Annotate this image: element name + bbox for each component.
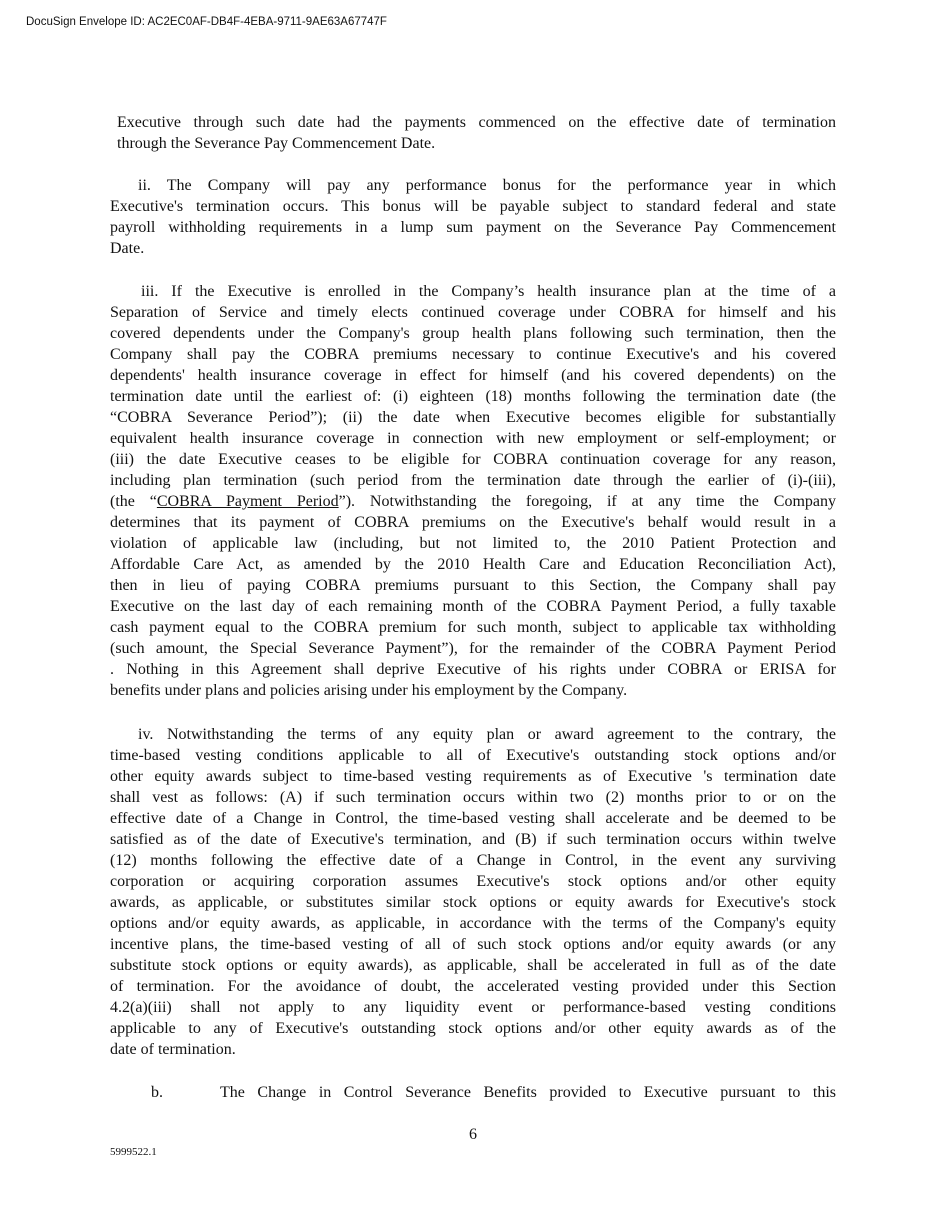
text-line: Separation of Service and timely elects continued coverage under COBRA for himself and his: [110, 304, 836, 321]
item-b-text: The Change in Control Severance Benefits provided to Executive pursuant to this: [220, 1084, 836, 1101]
text-line: (12) months following the effective date of a Change in Control, in the event any surviving: [110, 852, 836, 869]
text-line: . Nothing in this Agreement shall deprive Executive of his rights under COBRA or ERISA for: [110, 661, 836, 678]
text-line: payroll withholding requirements in a lump sum payment on the Severance Pay Commencement: [110, 219, 836, 236]
text-line: Executive on the last day of each remaining month of the COBRA Payment Period, a fully taxable: [110, 598, 836, 615]
text-line: iv. Notwithstanding the terms of any equity plan or award agreement to the contrary, the: [138, 726, 836, 743]
text-line: (iii) the date Executive ceases to be eligible for COBRA continuation coverage for any reason,: [110, 451, 836, 468]
text-line: Company shall pay the COBRA premiums necessary to continue Executive's and his covered: [110, 346, 836, 363]
page-number: 6: [469, 1126, 477, 1143]
text-line: incentive plans, the time-based vesting of all of such stock options and/or equity awards (or any: [110, 936, 836, 953]
text-line: awards, as applicable, or substitutes similar stock options or equity awards for Executive's stock: [110, 894, 836, 911]
text-line: Date.: [110, 240, 145, 257]
text-line: violation of applicable law (including, but not limited to, the 2010 Patient Protection and: [110, 535, 836, 552]
text-line: covered dependents under the Company's group health plans following such termination, then the: [110, 325, 836, 342]
text-line: (such amount, the Special Severance Payment”), for the remainder of the COBRA Payment Period: [110, 640, 836, 657]
text-line: Affordable Care Act, as amended by the 2010 Health Care and Education Reconciliation Act),: [110, 556, 836, 573]
text-line: satisfied as of the date of Executive's termination, and (B) if such termination occurs within twelve: [110, 831, 836, 848]
text-line: “COBRA Severance Period”); (ii) the date when Executive becomes eligible for substantially: [110, 409, 836, 426]
cobra-payment-period-term: COBRA Payment Period: [156, 493, 339, 510]
text-line: termination date until the earliest of: (i) eighteen (18) months following the termination date (the: [110, 388, 836, 405]
document-id: 5999522.1: [110, 1146, 157, 1158]
text-line: effective date of a Change in Control, the time-based vesting shall accelerate and be deemed to be: [110, 810, 836, 827]
text-line: Executive through such date had the payments commenced on the effective date of termination: [117, 114, 836, 131]
item-b-label: b.: [151, 1084, 163, 1101]
text-line: dependents' health insurance coverage in effect for himself (and his covered dependents) on the: [110, 367, 836, 384]
text-line: cash payment equal to the COBRA premium for such month, subject to applicable tax withholding: [110, 619, 836, 636]
text-line: (the “COBRA Payment Period”). Notwithstanding the foregoing, if at any time the Company: [110, 493, 836, 510]
text-line: corporation or acquiring corporation assumes Executive's stock options and/or other equity: [110, 873, 836, 890]
text-line: including plan termination (such period from the termination date through the earlier of (i)-(iii),: [110, 472, 836, 489]
text-line: Executive's termination occurs. This bonus will be payable subject to standard federal and state: [110, 198, 836, 215]
docusign-envelope-id: DocuSign Envelope ID: AC2EC0AF-DB4F-4EBA-9711-9AE63A67747F: [26, 16, 387, 28]
text-line: iii. If the Executive is enrolled in the Company’s health insurance plan at the time of a: [141, 283, 836, 300]
text-line: through the Severance Pay Commencement Date.: [117, 135, 436, 152]
text-line: substitute stock options or equity awards), as applicable, shall be accelerated in full as of the date: [110, 957, 836, 974]
text-line: shall vest as follows: (A) if such termination occurs within two (2) months prior to or on the: [110, 789, 836, 806]
text-line: other equity awards subject to time-based vesting requirements as of Executive 's termination date: [110, 768, 836, 785]
text-line: equivalent health insurance coverage in connection with new employment or self-employment; or: [110, 430, 836, 447]
text-line: then in lieu of paying COBRA premiums pursuant to this Section, the Company shall pay: [110, 577, 836, 594]
text-line: time-based vesting conditions applicable to all of Executive's outstanding stock options and/or: [110, 747, 836, 764]
text-line: ii. The Company will pay any performance bonus for the performance year in which: [138, 177, 836, 194]
text-line: options and/or equity awards, as applicable, in accordance with the terms of the Company's equity: [110, 915, 836, 932]
text-line: applicable to any of Executive's outstanding stock options and/or other equity awards as of the: [110, 1020, 836, 1037]
text-line: date of termination.: [110, 1041, 236, 1058]
text-line: determines that its payment of COBRA premiums on the Executive's behalf would result in a: [110, 514, 836, 531]
text-line: 4.2(a)(iii) shall not apply to any liquidity event or performance-based vesting conditions: [110, 999, 836, 1016]
text-line: benefits under plans and policies arising under his employment by the Company.: [110, 682, 628, 699]
text-line: of termination. For the avoidance of doubt, the accelerated vesting provided under this Section: [110, 978, 836, 995]
